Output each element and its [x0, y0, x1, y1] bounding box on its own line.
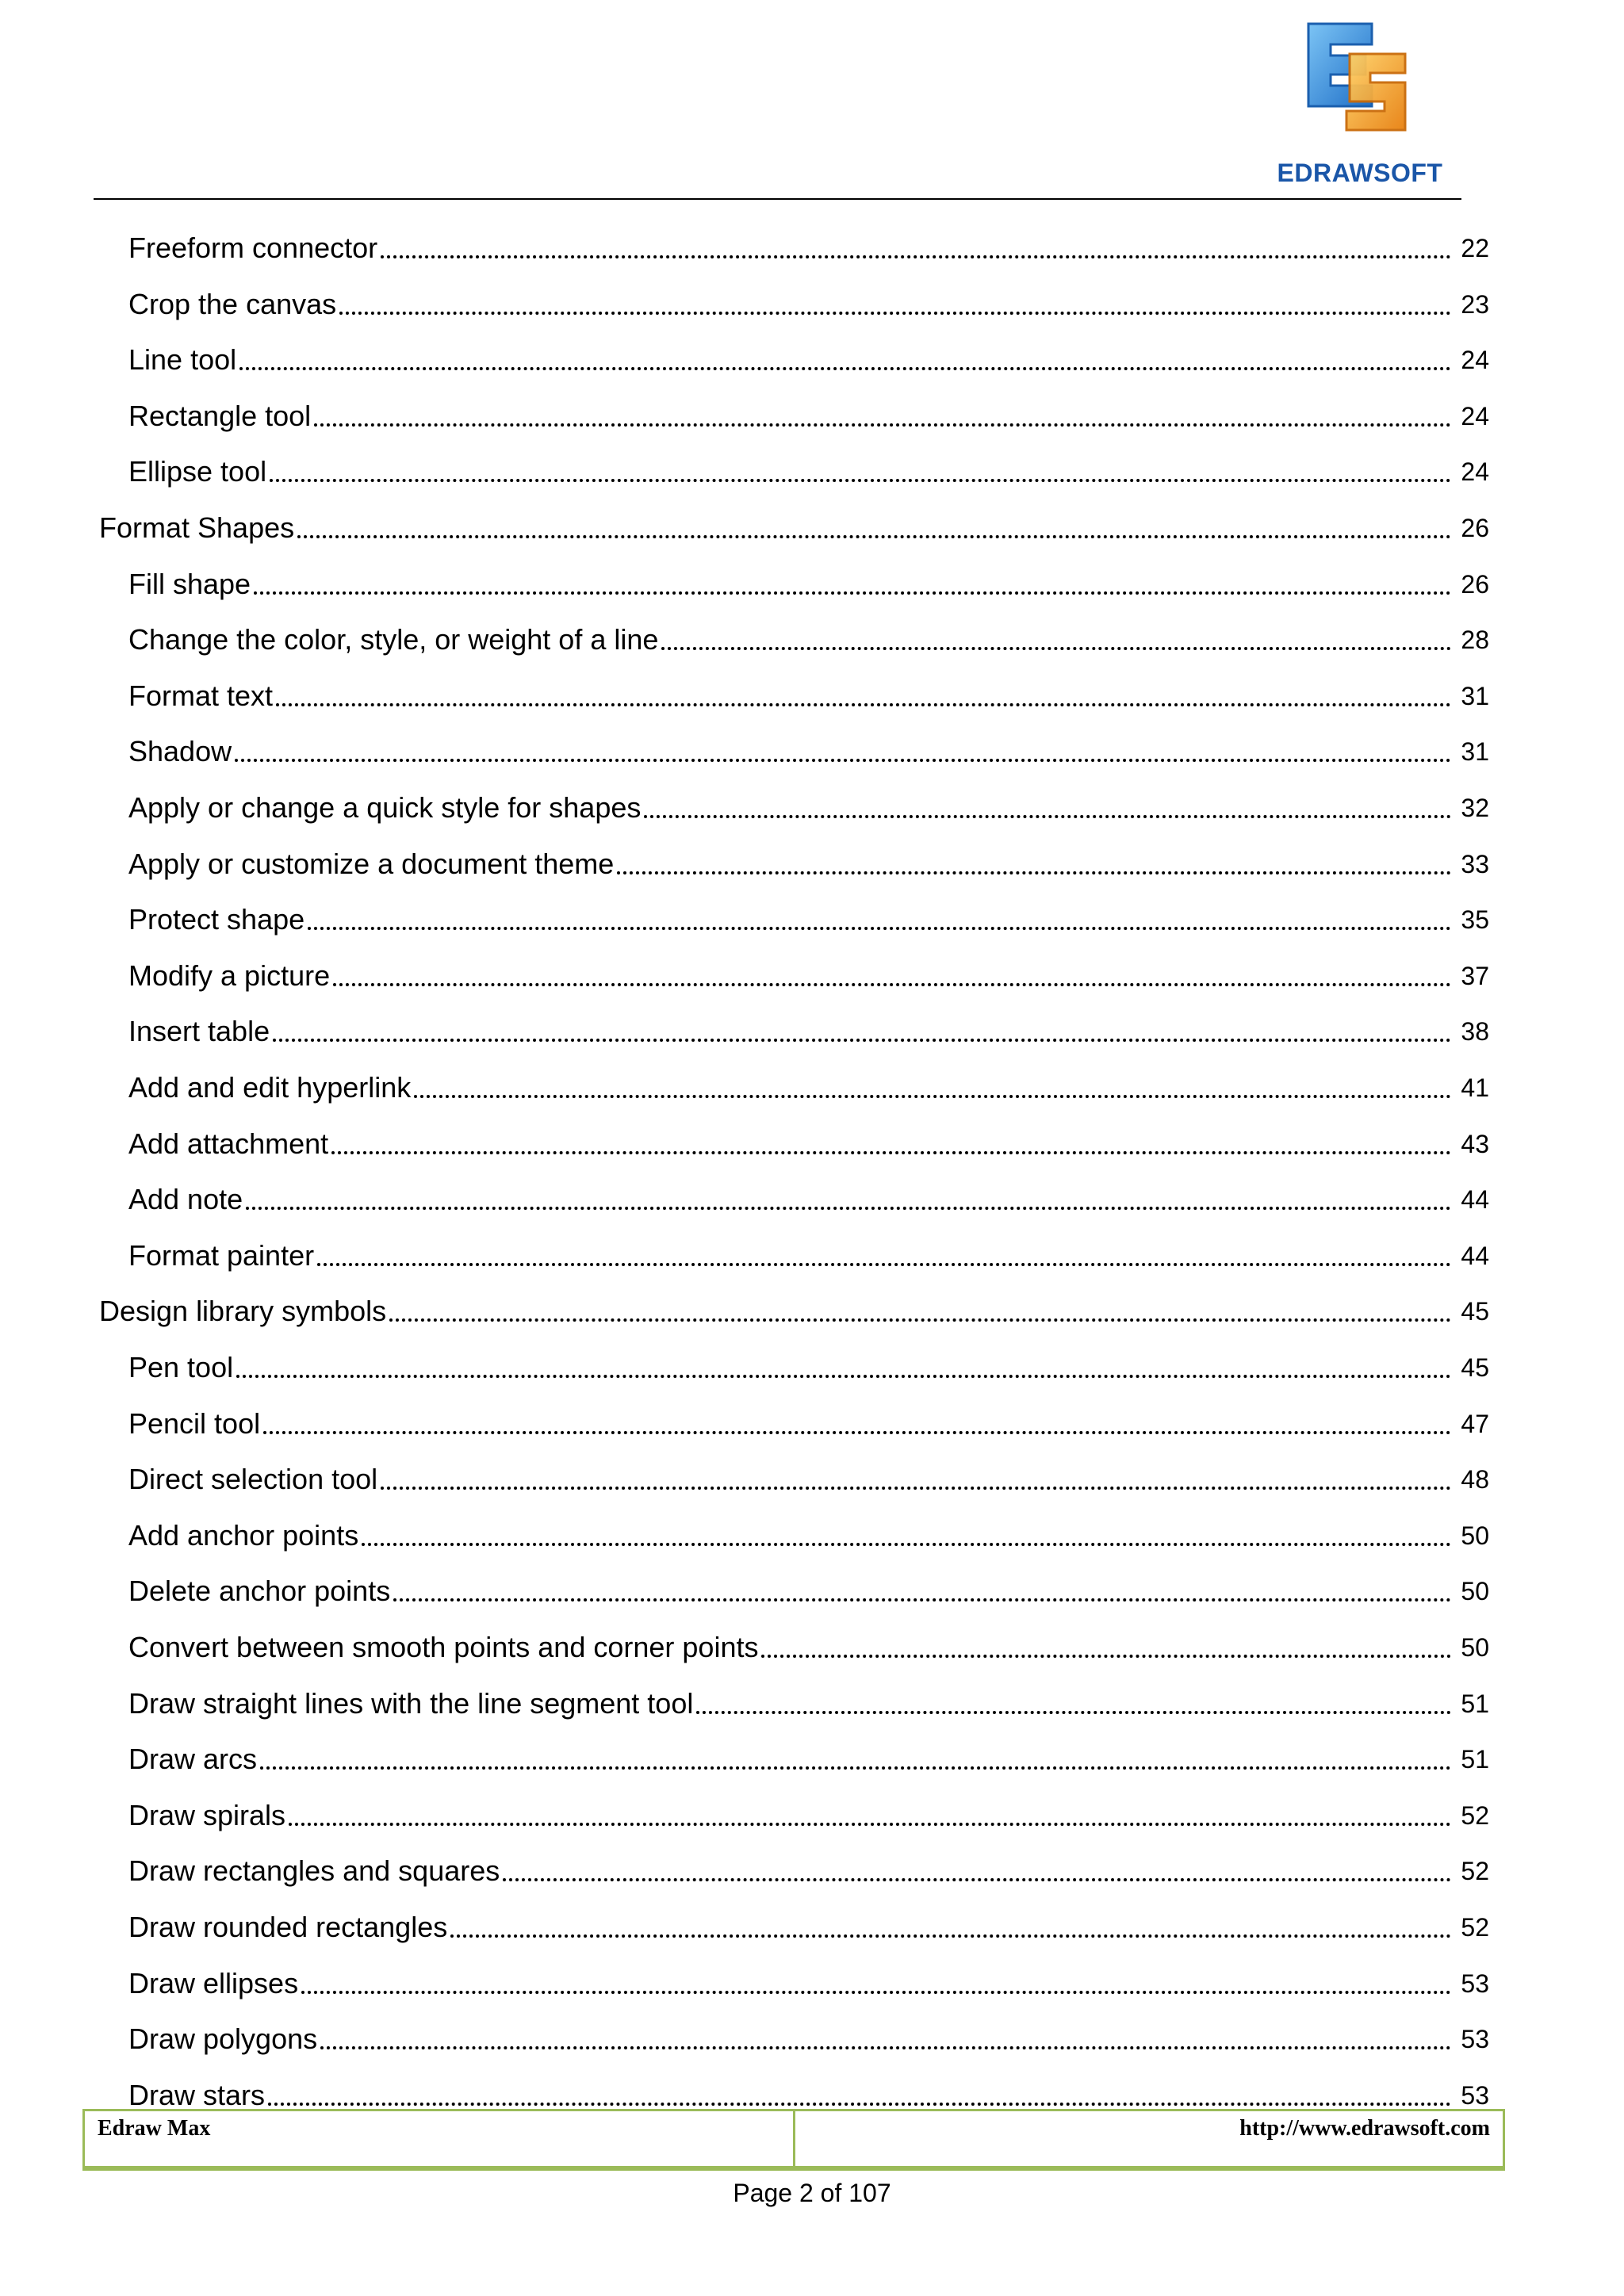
toc-entry[interactable]	[128, 1234, 1489, 1273]
toc-entry-title: Draw straight lines with the line segment tool	[128, 1686, 694, 1720]
toc-dot-leader	[644, 815, 1451, 818]
toc-entry[interactable]	[128, 226, 1489, 266]
toc-entry-page-number: 37	[1461, 961, 1489, 990]
toc-entry-title: Format painter	[128, 1238, 315, 1272]
toc-entry[interactable]	[128, 1849, 1489, 1888]
toc-entry[interactable]	[128, 338, 1489, 377]
toc-dot-leader	[254, 591, 1451, 595]
toc-entry-page-number: 53	[1461, 2025, 1489, 2054]
toc-entry-page-number: 38	[1461, 1017, 1489, 1047]
toc-entry[interactable]	[128, 1793, 1489, 1833]
toc-dot-leader	[389, 1318, 1451, 1322]
toc-entry-page-number: 31	[1461, 737, 1489, 767]
toc-entry-page-number: 22	[1461, 234, 1489, 262]
toc-entry-page-number: 52	[1461, 1800, 1489, 1830]
toc-dot-leader	[761, 1655, 1451, 1658]
toc-entry[interactable]	[128, 674, 1489, 714]
toc-entry[interactable]	[128, 1682, 1489, 1721]
toc-entry[interactable]	[128, 842, 1489, 882]
footer-website-url: http://www.edrawsoft.com	[1239, 2116, 1490, 2141]
toc-entry-page-number: 50	[1461, 1633, 1489, 1662]
toc-entry-page-number: 53	[1461, 1969, 1489, 1998]
toc-dot-leader	[333, 983, 1451, 986]
toc-entry-page-number: 33	[1461, 849, 1489, 878]
toc-entry[interactable]	[128, 729, 1489, 769]
toc-entry-page-number: 50	[1461, 1577, 1489, 1606]
toc-dot-leader	[263, 1431, 1451, 1434]
toc-entry[interactable]	[128, 2073, 1489, 2113]
toc-entry[interactable]	[128, 1905, 1489, 1945]
toc-entry-title: Insert table	[128, 1015, 270, 1048]
toc-entry-page-number: 32	[1461, 794, 1489, 822]
toc-entry[interactable]	[128, 1177, 1489, 1217]
toc-entry-page-number: 50	[1461, 1521, 1489, 1550]
toc-entry-page-number: 24	[1461, 401, 1489, 430]
toc-entry-page-number: 44	[1461, 1185, 1489, 1215]
toc-dot-leader	[246, 1207, 1451, 1210]
toc-entry-title: Rectangle tool	[128, 399, 312, 432]
toc-entry-page-number: 24	[1461, 346, 1489, 375]
toc-entry-page-number: 26	[1461, 569, 1489, 599]
toc-entry-page-number: 51	[1461, 1745, 1489, 1774]
toc-dot-leader	[268, 2103, 1451, 2106]
toc-entry-page-number: 45	[1461, 1353, 1489, 1382]
logo-wordmark: EDRAWSOFT	[1277, 159, 1443, 187]
toc-entry[interactable]	[128, 2017, 1489, 2057]
toc-entry-title: Draw stars	[128, 2078, 266, 2111]
toc-entry-page-number: 47	[1461, 1409, 1489, 1438]
toc-entry[interactable]	[128, 1737, 1489, 1777]
toc-entry-title: Pencil tool	[128, 1406, 261, 1440]
toc-section-heading[interactable]	[99, 506, 1489, 545]
toc-entry-title: Convert between smooth points and corner points	[128, 1631, 759, 1663]
toc-entry-page-number: 48	[1461, 1465, 1489, 1494]
toc-dot-leader	[308, 927, 1451, 930]
toc-entry-title: Draw rectangles and squares	[128, 1854, 500, 1888]
toc-entry[interactable]	[128, 1457, 1489, 1497]
toc-entry-page-number: 51	[1461, 1689, 1489, 1718]
toc-entry-title: Freeform connector	[128, 232, 378, 264]
toc-dot-leader	[661, 647, 1451, 650]
toc-entry[interactable]	[128, 1009, 1489, 1049]
toc-dot-leader	[235, 759, 1451, 762]
toc-entry[interactable]	[128, 394, 1489, 434]
toc-dot-leader	[289, 1823, 1451, 1826]
toc-entry-page-number: 35	[1461, 905, 1489, 935]
toc-dot-leader	[617, 871, 1451, 874]
toc-entry[interactable]	[128, 1513, 1489, 1553]
toc-entry-title: Crop the canvas	[128, 287, 337, 320]
toc-dot-leader	[503, 1878, 1451, 1881]
edrawsoft-logo	[1269, 16, 1451, 187]
toc-entry-page-number: 52	[1461, 1913, 1489, 1942]
toc-dot-leader	[301, 1991, 1451, 1994]
toc-entry[interactable]	[128, 1122, 1489, 1161]
toc-entry-title: Format Shapes	[99, 511, 295, 544]
toc-dot-leader	[450, 1934, 1451, 1938]
toc-entry-title: Line tool	[128, 343, 237, 377]
toc-dot-leader	[314, 423, 1451, 427]
toc-dot-leader	[276, 703, 1451, 706]
toc-entry-title: Pen tool	[128, 1351, 234, 1383]
toc-entry-title: Direct selection tool	[128, 1463, 378, 1496]
toc-entry-title: Protect shape	[128, 903, 305, 936]
toc-entry-page-number: 23	[1461, 289, 1489, 319]
toc-entry-title: Draw spirals	[128, 1798, 286, 1831]
toc-entry-title: Draw polygons	[128, 2022, 318, 2056]
toc-entry-page-number: 52	[1461, 1857, 1489, 1886]
toc-entry[interactable]	[128, 897, 1489, 937]
toc-dot-leader	[393, 1598, 1451, 1601]
toc-entry-page-number: 44	[1461, 1241, 1489, 1270]
toc-dot-leader	[339, 312, 1451, 315]
toc-entry[interactable]	[128, 1402, 1489, 1441]
toc-dot-leader	[273, 1039, 1451, 1042]
toc-entry-title: Delete anchor points	[128, 1575, 391, 1608]
toc-entry-page-number: 24	[1461, 457, 1489, 487]
toc-dot-leader	[297, 535, 1451, 538]
toc-entry-page-number: 26	[1461, 514, 1489, 542]
toc-dot-leader	[331, 1151, 1451, 1154]
toc-entry-title: Add note	[128, 1183, 243, 1216]
toc-dot-leader	[236, 1375, 1451, 1378]
toc-entry[interactable]	[128, 282, 1489, 322]
edrawsoft-logo-icon	[1300, 16, 1411, 139]
toc-dot-leader	[696, 1711, 1451, 1714]
toc-entry-title: Apply or customize a document theme	[128, 847, 615, 880]
page-number: Page 2 of 107	[733, 2179, 891, 2207]
toc-entry-title: Add attachment	[128, 1127, 329, 1160]
toc-entry-page-number: 28	[1461, 626, 1489, 655]
toc-entry[interactable]	[128, 562, 1489, 602]
toc-entry-title: Draw rounded rectangles	[128, 1911, 448, 1943]
toc-entry[interactable]	[128, 954, 1489, 993]
toc-entry-title: Design library symbols	[99, 1295, 387, 1328]
toc-entry-title: Change the color, style, or weight of a line	[128, 623, 659, 656]
toc-entry-title: Shadow	[128, 735, 232, 768]
toc-entry-title: Add anchor points	[128, 1518, 359, 1552]
toc-entry-title: Modify a picture	[128, 959, 331, 992]
toc-dot-leader	[270, 479, 1451, 482]
toc-entry[interactable]	[128, 786, 1489, 825]
toc-entry[interactable]	[128, 1569, 1489, 1609]
toc-dot-leader	[381, 1487, 1451, 1490]
footer-product-name: Edraw Max	[85, 2111, 795, 2166]
toc-entry-title: Ellipse tool	[128, 455, 267, 488]
toc-entry[interactable]	[128, 450, 1489, 489]
footer-table	[82, 2109, 1505, 2171]
toc-entry-title: Draw arcs	[128, 1743, 258, 1776]
toc-section-heading[interactable]	[99, 1289, 1489, 1329]
toc-dot-leader	[320, 2046, 1451, 2049]
toc-entry-title: Format text	[128, 679, 274, 712]
header-divider	[94, 198, 1461, 200]
toc-entry-page-number: 43	[1461, 1129, 1489, 1158]
toc-dot-leader	[381, 255, 1451, 258]
toc-entry[interactable]	[128, 1345, 1489, 1385]
toc-entry-title: Draw ellipses	[128, 1966, 299, 1999]
toc-entry-title: Fill shape	[128, 567, 251, 600]
toc-dot-leader	[414, 1095, 1451, 1098]
toc-entry-page-number: 45	[1461, 1297, 1489, 1326]
toc-entry-title: Apply or change a quick style for shapes	[128, 791, 642, 824]
toc-entry-page-number: 53	[1461, 2080, 1489, 2110]
toc-dot-leader	[317, 1263, 1451, 1266]
toc-entry-page-number: 31	[1461, 681, 1489, 710]
toc-entry[interactable]	[128, 1625, 1489, 1665]
toc-entry[interactable]	[128, 1066, 1489, 1105]
toc-entry-page-number: 41	[1461, 1073, 1489, 1102]
toc-dot-leader	[239, 367, 1451, 370]
toc-entry[interactable]	[128, 618, 1489, 657]
toc-entry[interactable]	[128, 1961, 1489, 2001]
toc-dot-leader	[260, 1766, 1451, 1770]
toc-dot-leader	[362, 1543, 1451, 1546]
toc-entry-title: Add and edit hyperlink	[128, 1071, 412, 1104]
